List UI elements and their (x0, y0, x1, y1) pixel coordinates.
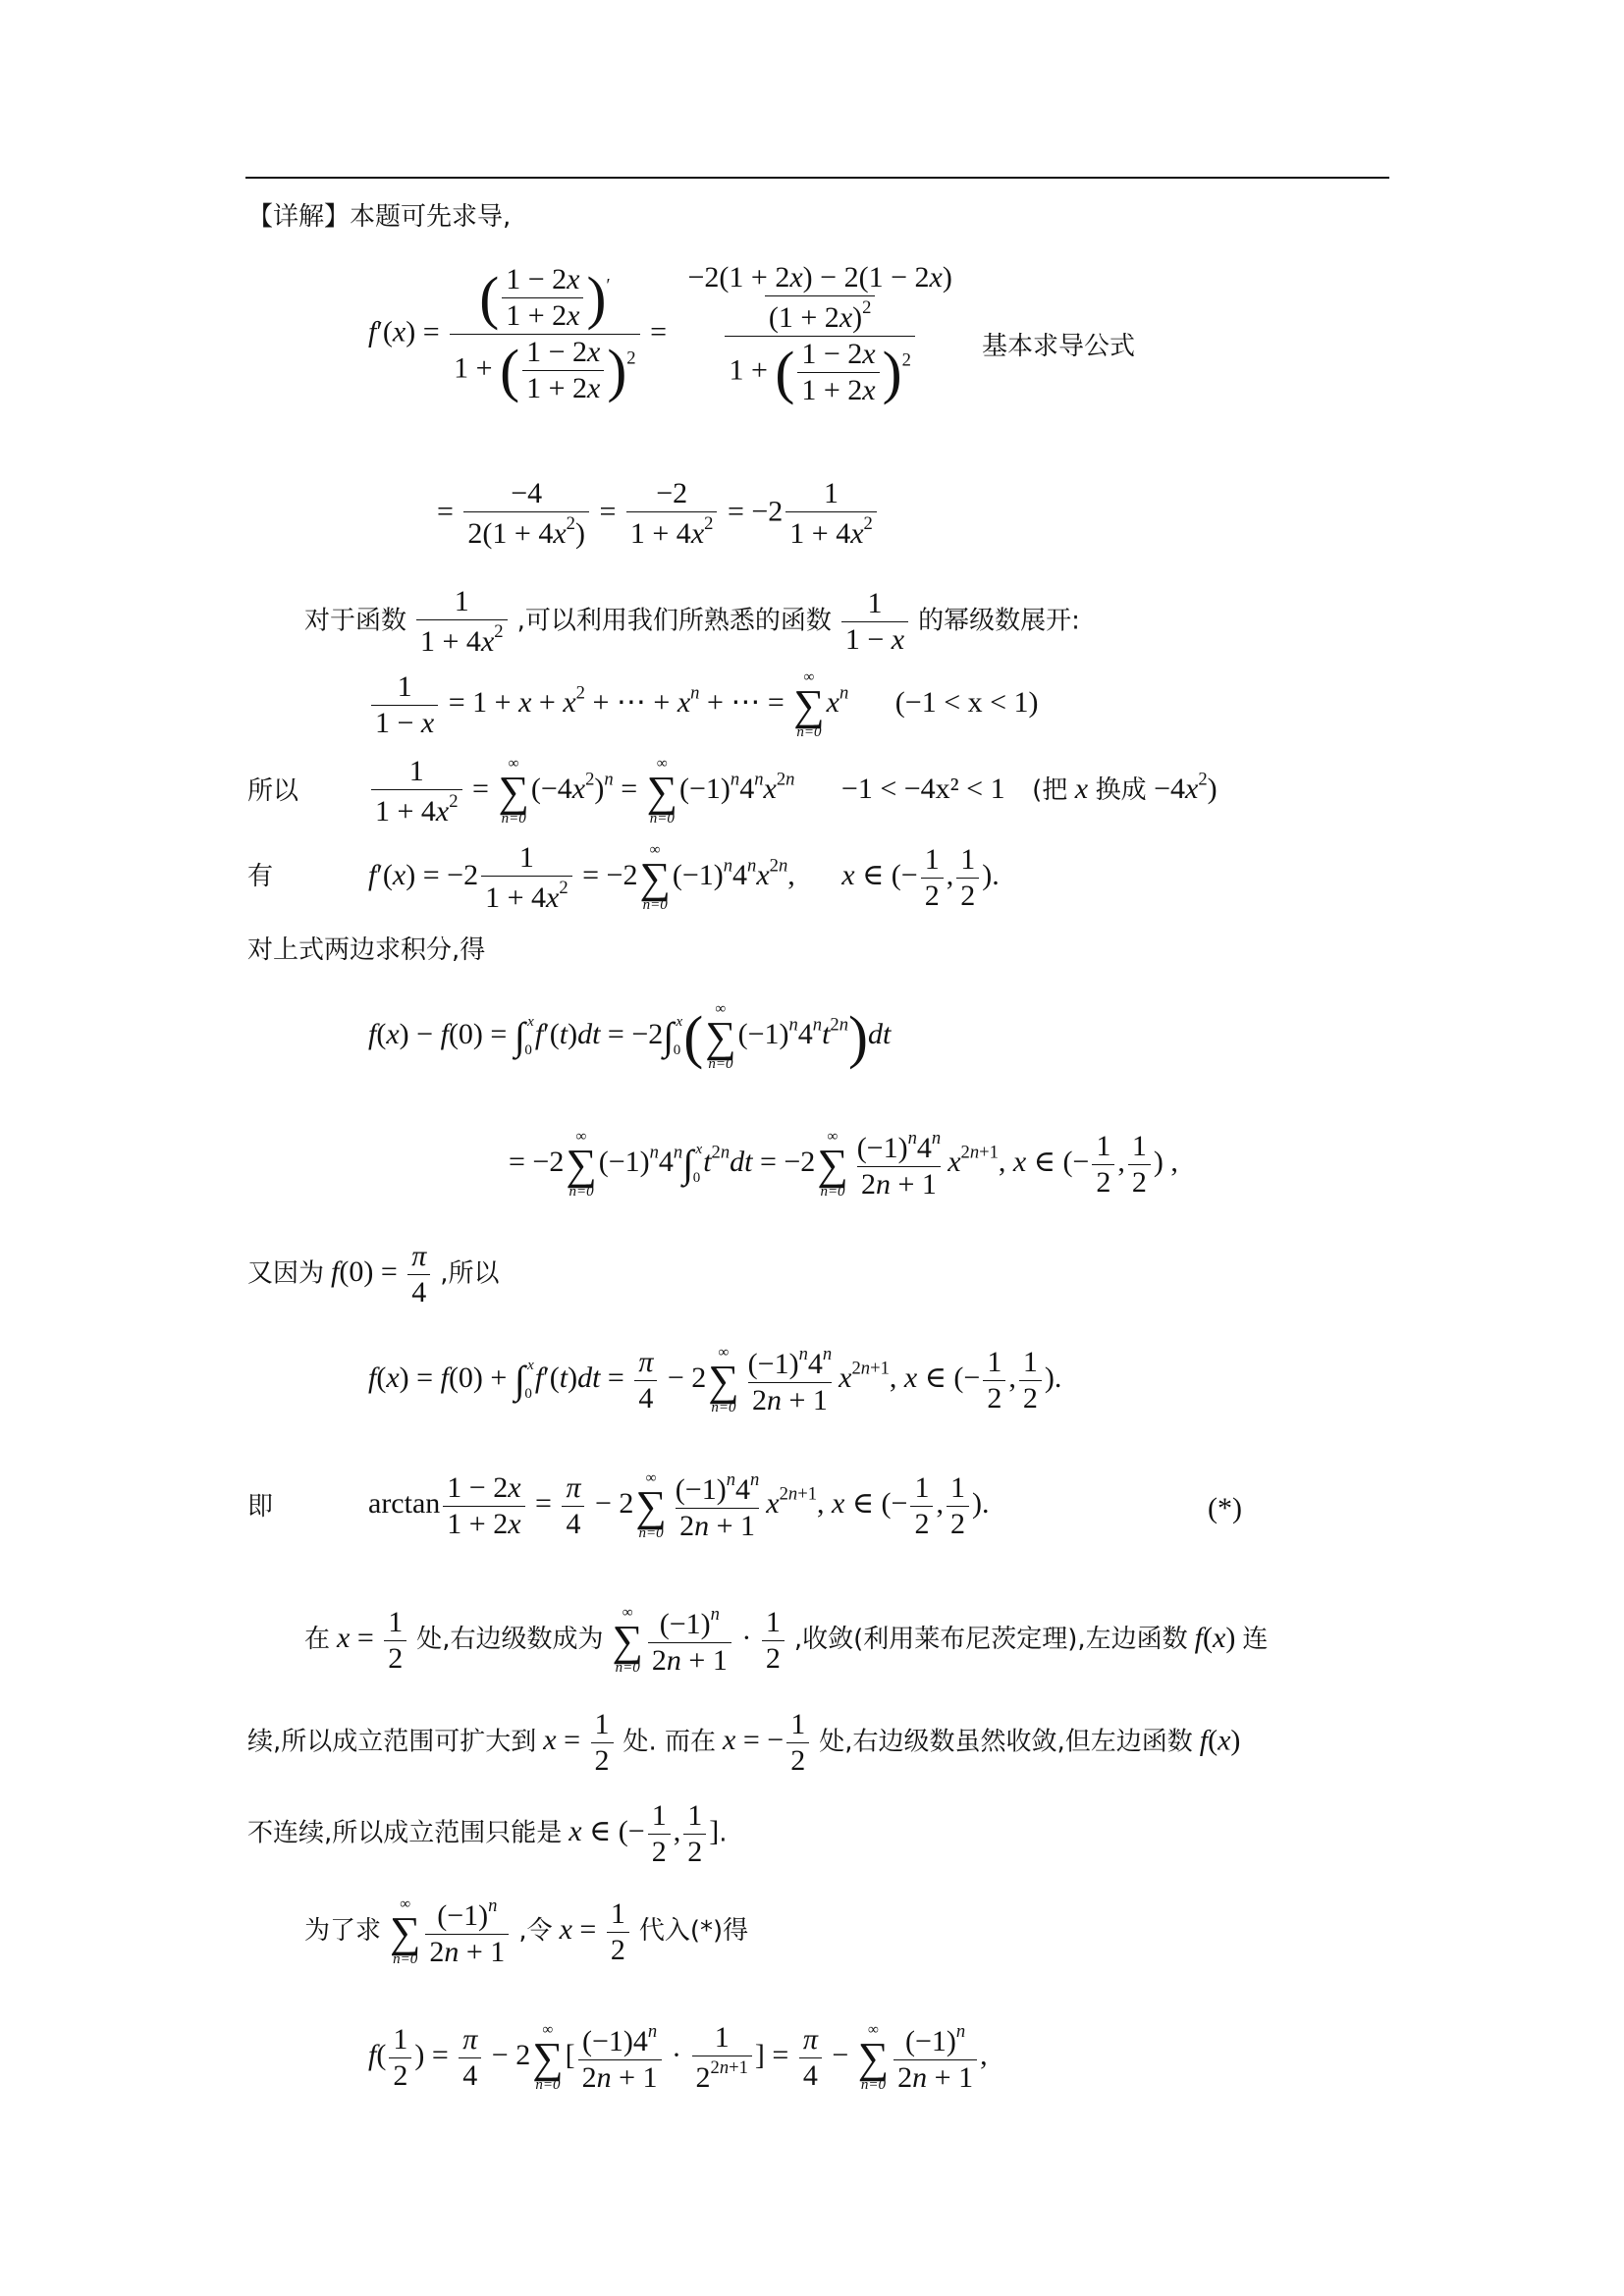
equation-derivative-series: f′(x) = −2 $\frac{1}{1 + 4x^2}$ = −2 ∞ ∑ n=0 $(-1)^n4^nx^{2n}$, x ∈ (− $\frac{1}{2}$ , $\frac{1}{2}$ ). (368, 840, 1000, 914)
conv-p1-c: ,收敛(利用莱布尼茨定理),左边函数 (793, 1625, 1188, 1655)
final-p-b: ,令 (518, 1916, 553, 1947)
derivative-note (982, 334, 1135, 359)
label-ji-text: 即 (247, 1492, 274, 1522)
final-p-a: 为了求 (304, 1916, 382, 1947)
convergence-line-2: 续,所以成立范围可扩大到 x = $\frac{1}{2}$ 处. 而在 x = − $\frac{1}{2}$ 处,右边级数虽然收敛,但左边函数 f(x) (247, 1708, 1241, 1777)
series-intro-a: 对于函数 (304, 606, 407, 636)
conv-p2-c: 处,右边级数虽然收敛,但左边函数 (819, 1727, 1193, 1757)
conv-p2-a: 续,所以成立范围可扩大到 (247, 1727, 537, 1757)
label-suoyi (247, 778, 298, 804)
geom-series-condition: (−1 < x < 1) (894, 686, 1039, 720)
equation-fx: f(x) = f(0) + ∫ x 0 f′(t)dt = $\frac{\pi}{4}$ − 2 ∞ ∑ n=0 $\frac{(-1)^n4^n}{2n + 1}$ $x^{2n+1}$, x ∈ (− $\frac{1}{2}$ , $\frac{1}{2}$ ). (368, 1343, 1062, 1416)
label-you-text: 有 (247, 862, 274, 891)
equation-substitution: $\frac{1}{1 + 4x^2}$ = ∞ ∑ n=0 $(-4x^2)^n$ = ∞ ∑ n=0 $(-1)^n4^nx^{2n} -1 < -4x^2 < 1$ (把 x 换成 $-4x^2$) (368, 756, 1218, 828)
convergence-line-3: 不连续,所以成立范围只能是 x ∈ (− $\frac{1}{2}$ , $\frac{1}{2}$ ]. (247, 1799, 728, 1868)
equation-integral: f(x) − f(0) = ∫ x 0 f′(t)dt = −2∫ x 0 ( ∞ ∑ n=0 $(-1)^n4^nt^{2n})dt$ (368, 1001, 892, 1073)
integrate-line (247, 937, 485, 963)
conv-p1-b: 处,右边级数成为 (416, 1625, 604, 1655)
header-rule (245, 177, 1389, 179)
conv-p2-b: 处. 而在 (623, 1727, 717, 1757)
series-intro: 对于函数 $\frac{1}{1 + 4x^2}$ ,可以利用我们所熟悉的函数 $\frac{1}{1 - x}$ 的幂级数展开: (304, 585, 1080, 658)
conv-p3-a: 不连续,所以成立范围只能是 (247, 1818, 563, 1848)
conv-p3-b: . (719, 1818, 728, 1848)
series-intro-b: ,可以利用我们所熟悉的函数 (516, 606, 832, 636)
final-paragraph: 为了求 ∞ ∑ n=0 $\frac{(-1)^n}{2n + 1}$ ,令 x = $\frac{1}{2}$ 代入(*)得 (304, 1895, 749, 1968)
conv-p1-a: 在 (304, 1625, 331, 1655)
equation-derivative: f′(x) = ( $\frac{1 - 2x}{1 + 2x}$ )′ 1 + ( $\frac{1 - 2x}{1 + 2x}$ )$^2$ = $\frac{-2(1 + 2x) - 2(1 - 2x)}{(1 + 2x)^2}$ 1 + ( $\frac{1 - 2x}{1 + 2x}$ )$^2$ (368, 261, 952, 406)
label-ji (247, 1494, 273, 1520)
equation-integral-result: = −2 ∞ ∑ n=0 $(-1)^n4^n\int$ x 0 $t^{2n}dt = -2$ ∞ ∑ n=0 $\frac{(-1)^n4^n}{2n + 1}$ $x^{2n+1}$, x ∈ (− $\frac{1}{2}$ , $\frac{1}{2}$ ) , (509, 1127, 1178, 1201)
header-title: 【详解】本题可先求导, (247, 202, 512, 232)
label-you (247, 864, 273, 889)
substitution-note-a: (把 (1032, 775, 1068, 806)
substitution-condition: −1 < −4x² < 1 (840, 773, 1005, 806)
equation-simplified: = $\frac{-4}{2(1 + 4x^2)}$ = $\frac{-2}{1 + 4x^2}$ = −2 $\frac{1}{1 + 4x^2}$ (437, 479, 880, 549)
convergence-line-1: 在 x = $\frac{1}{2}$ 处,右边级数成为 ∞ ∑ n=0 $\frac{(-1)^n}{2n + 1}$ · $\frac{1}{2}$ ,收敛(利用莱布尼茨定理),左边函数 f(x) 连 (304, 1603, 1269, 1677)
star-tag-text: (*) (1208, 1492, 1242, 1524)
conv-p1-d: 连 (1242, 1625, 1269, 1655)
equation-geometric-series: $\frac{1}{1 - x}$ = $1 + x + x^2$ + ⋯ + $x^n$ + ⋯ = ∞ ∑ n=0 $x^n$ (−1 < x < 1) (368, 669, 1039, 741)
solution-header (247, 204, 511, 230)
final-p-c: 代入(*)得 (638, 1916, 749, 1947)
label-suoyi-text: 所以 (247, 776, 299, 806)
f0-line: 又因为 f(0) = $\frac{\pi}{4}$ ,所以 (247, 1240, 500, 1308)
star-tag (1208, 1494, 1242, 1523)
substitution-note-b: 换成 (1095, 775, 1147, 806)
equation-final: f( $\frac{1}{2}$ ) = $\frac{\pi}{4}$ − 2 ∞ ∑ n=0 [ $\frac{(-1)4^n}{2n + 1}$ · $\frac{1}{2^{2n+1}}$ ] = $\frac{\pi}{4}$ − ∞ ∑ n=0 $\frac{(-1)^n}{2n + 1}$ , (368, 2020, 988, 2094)
integrate-line-text: 对上式两边求积分,得 (247, 935, 486, 965)
f0-line-b: ,所以 (440, 1258, 500, 1289)
equation-arctan: arctan $\frac{1 - 2x}{1 + 2x}$ = $\frac{\pi}{4}$ − 2 ∞ ∑ n=0 $\frac{(-1)^n4^n}{2n + 1}$ $x^{2n+1}$, x ∈ (− $\frac{1}{2}$ , $\frac{1}{2}$ ). (368, 1468, 990, 1542)
f0-line-a: 又因为 (247, 1258, 325, 1289)
series-intro-c: 的幂级数展开: (918, 606, 1080, 636)
derivative-note-text: 基本求导公式 (982, 332, 1136, 361)
